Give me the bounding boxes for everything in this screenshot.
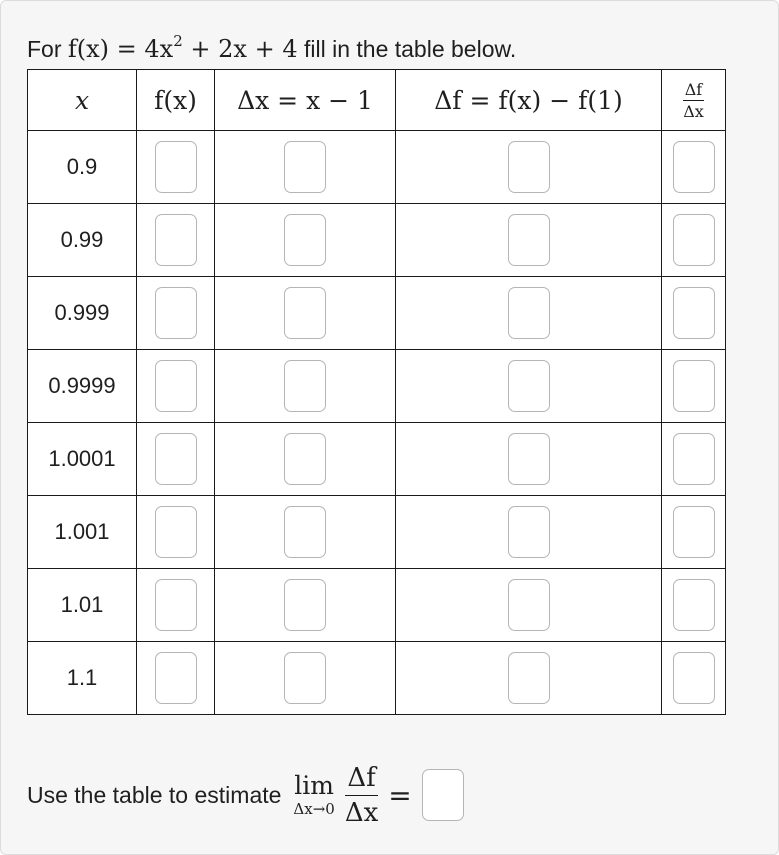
ratio-fraction: $\frac{\Delta f}{\Delta x}$ xyxy=(683,79,704,121)
fx-cell xyxy=(137,423,215,496)
ratio-cell xyxy=(662,423,726,496)
dx-cell xyxy=(215,204,396,277)
ratio-cell xyxy=(662,131,726,204)
limit-operator: lim Δx→0 xyxy=(293,771,335,818)
prompt-lead: For xyxy=(27,36,62,62)
fx-cell xyxy=(137,642,215,715)
fx-cell xyxy=(137,131,215,204)
ratio-answer-input[interactable] xyxy=(673,214,715,266)
ratio-answer-input[interactable] xyxy=(673,287,715,339)
df-answer-input[interactable] xyxy=(508,360,550,412)
df-answer-input[interactable] xyxy=(508,433,550,485)
question-prompt xyxy=(27,29,516,69)
dx-cell xyxy=(215,277,396,350)
estimate-label: Use the table to estimate xyxy=(27,781,282,808)
fx-answer-input[interactable] xyxy=(155,579,197,631)
df-answer-input[interactable] xyxy=(508,287,550,339)
equals-sign: = xyxy=(388,778,412,812)
x-value-cell: 1.01 xyxy=(28,569,137,642)
df-cell xyxy=(396,569,662,642)
function-formula: $f(x) = 4x^2 + 2x + 4$ xyxy=(67,32,298,63)
x-value-cell: 0.99 xyxy=(28,204,137,277)
dx-answer-input[interactable] xyxy=(284,287,326,339)
limit-estimate xyxy=(27,753,464,837)
table-row xyxy=(28,277,726,350)
dx-cell xyxy=(215,423,396,496)
header-delta-f: Δf = f(x) − f(1) xyxy=(396,70,662,131)
fx-answer-input[interactable] xyxy=(155,141,197,193)
values-table xyxy=(27,69,726,715)
prompt-tail: fill in the table below. xyxy=(303,36,517,62)
df-cell xyxy=(396,131,662,204)
df-answer-input[interactable] xyxy=(508,214,550,266)
fx-answer-input[interactable] xyxy=(155,214,197,266)
dx-cell xyxy=(215,569,396,642)
dx-cell xyxy=(215,496,396,569)
df-cell xyxy=(396,277,662,350)
ratio-answer-input[interactable] xyxy=(673,433,715,485)
header-delta-x: Δx = x − 1 xyxy=(215,70,396,131)
table-row xyxy=(28,496,726,569)
ratio-cell xyxy=(662,642,726,715)
table-header-row xyxy=(28,70,726,131)
header-fx: f(x) xyxy=(137,70,215,131)
header-ratio xyxy=(662,70,726,131)
dx-answer-input[interactable] xyxy=(284,506,326,558)
df-cell xyxy=(396,496,662,569)
ratio-cell xyxy=(662,569,726,642)
fx-cell xyxy=(137,350,215,423)
limit-fraction: $\frac{\Delta f}{\Delta x}$ xyxy=(344,762,379,828)
df-cell xyxy=(396,350,662,423)
table-row xyxy=(28,569,726,642)
dx-answer-input[interactable] xyxy=(284,652,326,704)
table-row xyxy=(28,642,726,715)
df-cell xyxy=(396,204,662,277)
table-row xyxy=(28,131,726,204)
x-value-cell: 0.9999 xyxy=(28,350,137,423)
fx-answer-input[interactable] xyxy=(155,287,197,339)
x-value-cell: 1.001 xyxy=(28,496,137,569)
x-value-cell: 0.999 xyxy=(28,277,137,350)
dx-answer-input[interactable] xyxy=(284,360,326,412)
fx-cell xyxy=(137,496,215,569)
dx-answer-input[interactable] xyxy=(284,433,326,485)
dx-answer-input[interactable] xyxy=(284,141,326,193)
df-answer-input[interactable] xyxy=(508,579,550,631)
limit-answer-input[interactable] xyxy=(422,769,464,821)
dx-answer-input[interactable] xyxy=(284,579,326,631)
df-answer-input[interactable] xyxy=(508,141,550,193)
ratio-answer-input[interactable] xyxy=(673,141,715,193)
fx-answer-input[interactable] xyxy=(155,652,197,704)
ratio-answer-input[interactable] xyxy=(673,579,715,631)
dx-cell xyxy=(215,642,396,715)
table-row xyxy=(28,350,726,423)
header-x: x xyxy=(28,70,137,131)
dx-cell xyxy=(215,350,396,423)
ratio-answer-input[interactable] xyxy=(673,360,715,412)
dx-cell xyxy=(215,131,396,204)
fx-cell xyxy=(137,204,215,277)
df-cell xyxy=(396,642,662,715)
table-row xyxy=(28,423,726,496)
fx-answer-input[interactable] xyxy=(155,360,197,412)
fx-answer-input[interactable] xyxy=(155,506,197,558)
ratio-cell xyxy=(662,277,726,350)
ratio-answer-input[interactable] xyxy=(673,652,715,704)
x-value-cell: 1.1 xyxy=(28,642,137,715)
fx-cell xyxy=(137,277,215,350)
ratio-cell xyxy=(662,204,726,277)
ratio-cell xyxy=(662,350,726,423)
fx-answer-input[interactable] xyxy=(155,433,197,485)
df-answer-input[interactable] xyxy=(508,506,550,558)
x-value-cell: 0.9 xyxy=(28,131,137,204)
df-cell xyxy=(396,423,662,496)
x-value-cell: 1.0001 xyxy=(28,423,137,496)
ratio-answer-input[interactable] xyxy=(673,506,715,558)
fx-cell xyxy=(137,569,215,642)
ratio-cell xyxy=(662,496,726,569)
table-row xyxy=(28,204,726,277)
df-answer-input[interactable] xyxy=(508,652,550,704)
dx-answer-input[interactable] xyxy=(284,214,326,266)
